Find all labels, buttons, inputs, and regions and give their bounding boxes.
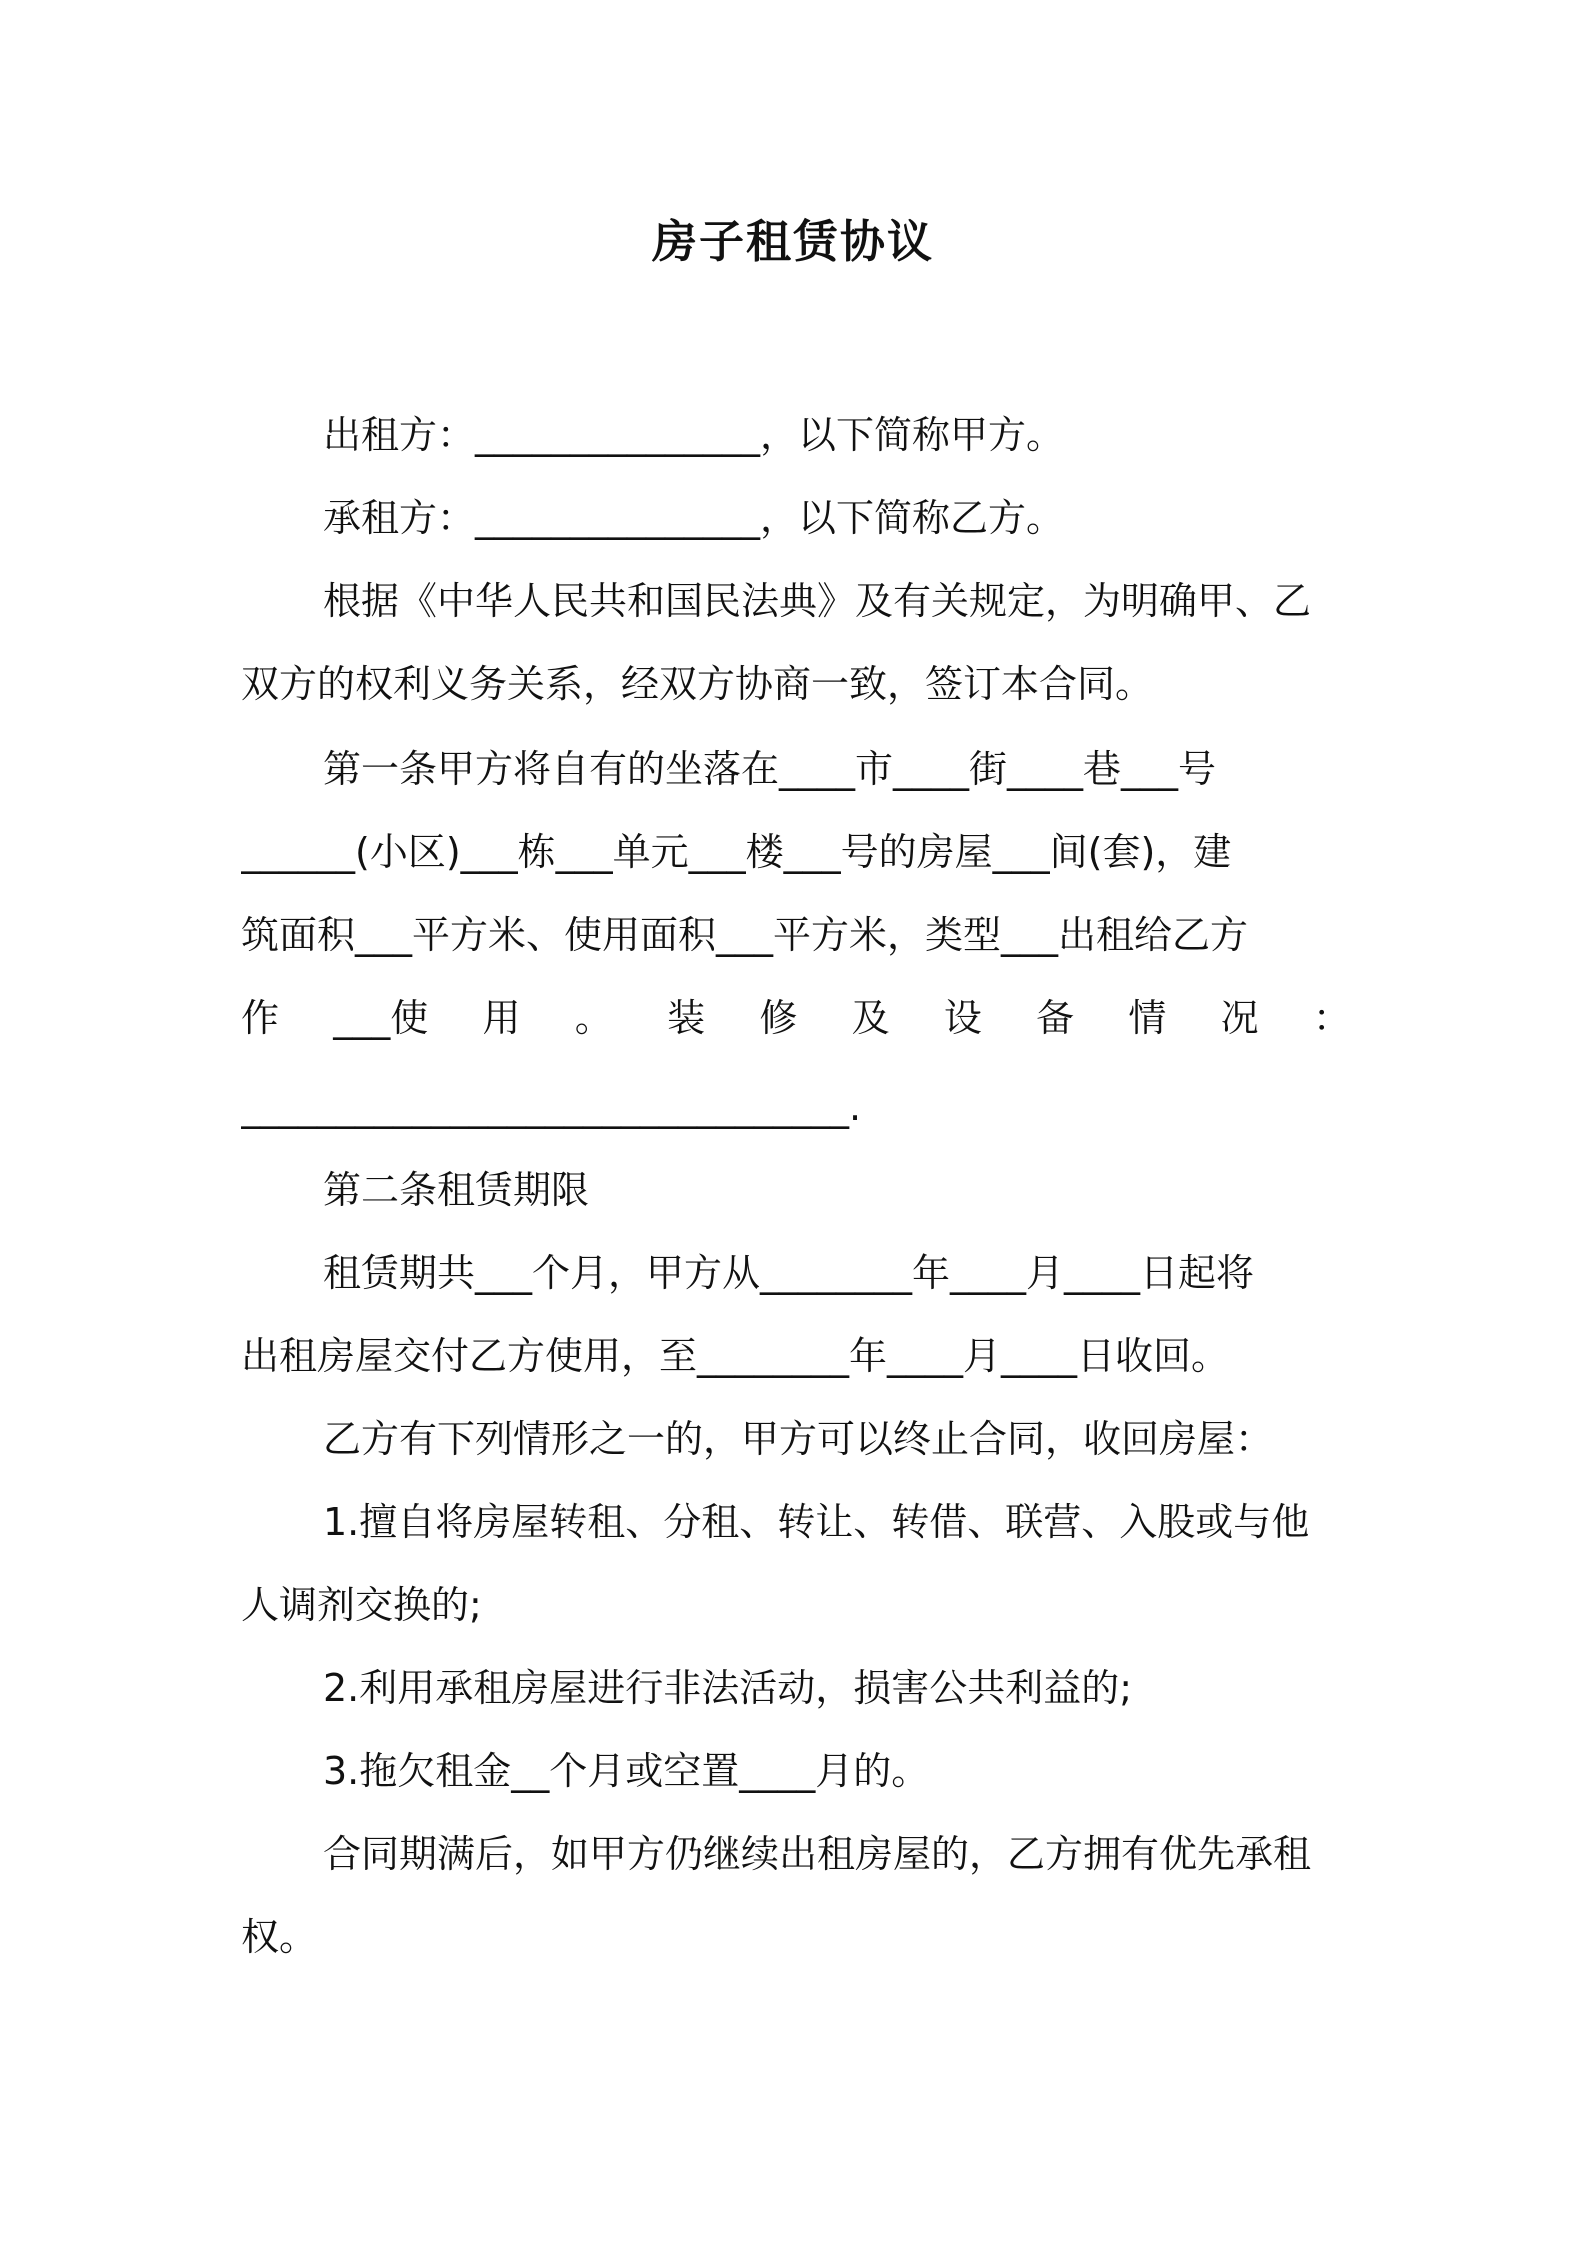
spread-char: 用 (482, 996, 521, 1040)
article-1-line-4 (241, 991, 1351, 1045)
spread-char: 况 (1220, 996, 1259, 1040)
termination-item-1-line-1: 1.擅自将房屋转租、分租、转让、转借、联营、入股或与他 (323, 1500, 1310, 1544)
article-1-line-1: 第一条甲方将自有的坐落在____市____街____巷___号 (323, 747, 1217, 791)
termination-item-1-line-2: 人调剂交换的; (241, 1583, 482, 1627)
spread-char: 作 (241, 996, 280, 1040)
spread-char: 。 (574, 996, 613, 1040)
article-1-line-5: ________________________________. (241, 1085, 862, 1129)
renewal-line-1: 合同期满后，如甲方仍继续出租房屋的，乙方拥有优先承租 (323, 1832, 1312, 1876)
spread-char: 装 (667, 996, 706, 1040)
paragraph-lessee: 承租方：_______________，以下简称乙方。 (323, 496, 1065, 540)
article-1-line-3: 筑面积___平方米、使用面积___平方米，类型___出租给乙方 (241, 913, 1249, 957)
spread-char: 情 (1128, 996, 1167, 1040)
spread-char: ： (1312, 996, 1351, 1040)
document-title: 房子租赁协议 (651, 215, 934, 268)
spread-char: 及 (851, 996, 890, 1040)
spread-char: ___使 (333, 996, 429, 1040)
spread-char: 设 (943, 996, 982, 1040)
termination-intro: 乙方有下列情形之一的，甲方可以终止合同，收回房屋： (323, 1417, 1274, 1461)
spread-char: 备 (1036, 996, 1075, 1040)
article-2-heading: 第二条租赁期限 (323, 1168, 590, 1212)
paragraph-basis-line-1: 根据《中华人民共和国民法典》及有关规定，为明确甲、乙 (323, 579, 1312, 623)
spread-char: 修 (759, 996, 798, 1040)
article-1-line-2: ______(小区)___栋___单元___楼___号的房屋___间(套)，建 (241, 830, 1232, 874)
renewal-line-2: 权。 (241, 1915, 318, 1959)
article-2-line-1: 租赁期共___个月，甲方从________年____月____日起将 (323, 1251, 1255, 1295)
paragraph-basis-line-2: 双方的权利义务关系，经双方协商一致，签订本合同。 (241, 662, 1154, 706)
termination-item-2: 2.利用承租房屋进行非法活动，损害公共利益的; (323, 1666, 1133, 1710)
termination-item-3: 3.拖欠租金__个月或空置____月的。 (323, 1749, 930, 1793)
article-2-line-2: 出租房屋交付乙方使用，至________年____月____日收回。 (241, 1334, 1230, 1378)
paragraph-lessor: 出租方：_______________，以下简称甲方。 (323, 413, 1065, 457)
